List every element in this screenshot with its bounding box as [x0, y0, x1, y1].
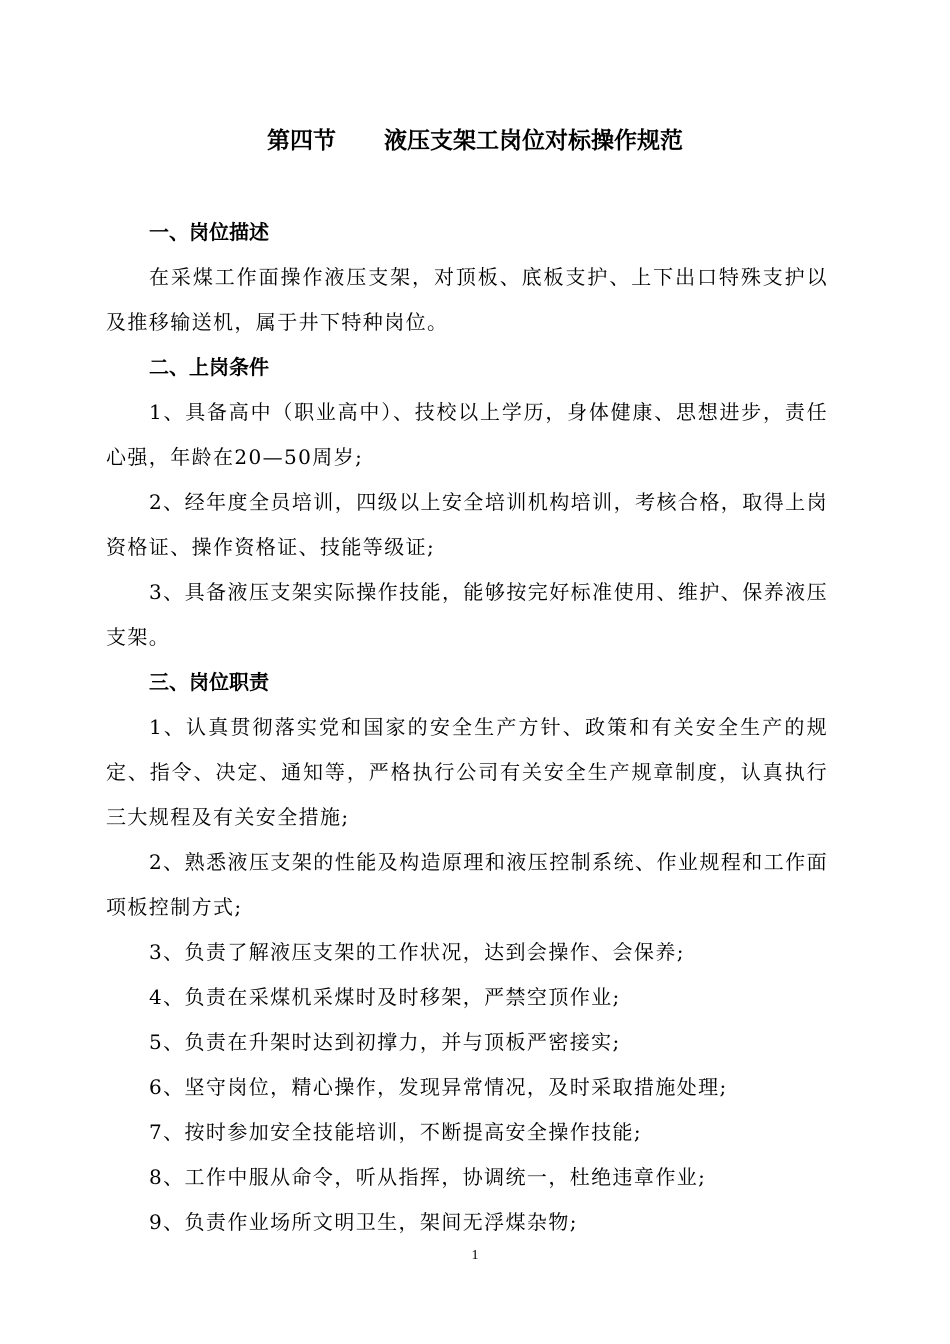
section-heading: 一、岗位描述 — [149, 220, 269, 244]
paragraph: 7、按时参加安全技能培训，不断提高安全操作技能; — [149, 1120, 643, 1144]
paragraph: 9、负责作业场所文明卫生，架间无浮煤杂物; — [149, 1210, 578, 1234]
paragraph: 3、负责了解液压支架的工作状况，达到会操作、会保养; — [149, 940, 685, 964]
paragraph: 1、认真贯彻落实党和国家的安全生产方针、政策和有关安全生产的规定、指令、决定、通知等，严格执行公司有关安全生产规章制度，认真执行三大规程及有关安全措施; — [106, 715, 828, 829]
document-body — [106, 210, 828, 1245]
paragraph: 4、负责在采煤机采煤时及时移架，严禁空顶作业; — [149, 985, 621, 1009]
paragraph: 2、熟悉液压支架的性能及构造原理和液压控制系统、作业规程和工作面项板控制方式; — [106, 850, 828, 919]
paragraph: 6、坚守岗位，精心操作，发现异常情况，及时采取措施处理; — [149, 1075, 728, 1099]
paragraph: 2、经年度全员培训，四级以上安全培训机构培训，考核合格，取得上岗资格证、操作资格证、技能等级证; — [106, 490, 828, 559]
paragraph: 1、具备高中（职业高中）、技校以上学历，身体健康、思想进步，责任心强，年龄在20—50周岁; — [106, 400, 828, 469]
paragraph: 在采煤工作面操作液压支架，对顶板、底板支护、上下出口特殊支护以及推移输送机，属于井下特种岗位。 — [106, 265, 828, 334]
paragraph: 8、工作中服从命令，听从指挥，协调统一，杜绝违章作业; — [149, 1165, 707, 1189]
title-section-number: 第四节 — [267, 128, 336, 154]
paragraph: 5、负责在升架时达到初撑力，并与顶板严密接实; — [149, 1030, 621, 1054]
section-heading: 二、上岗条件 — [149, 355, 269, 379]
title-text: 液压支架工岗位对标操作规范 — [384, 128, 683, 154]
page-number: 1 — [471, 1248, 479, 1263]
page-title — [0, 122, 950, 160]
section-heading: 三、岗位职责 — [149, 670, 269, 694]
paragraph: 3、具备液压支架实际操作技能，能够按完好标准使用、维护、保养液压支架。 — [106, 580, 828, 649]
